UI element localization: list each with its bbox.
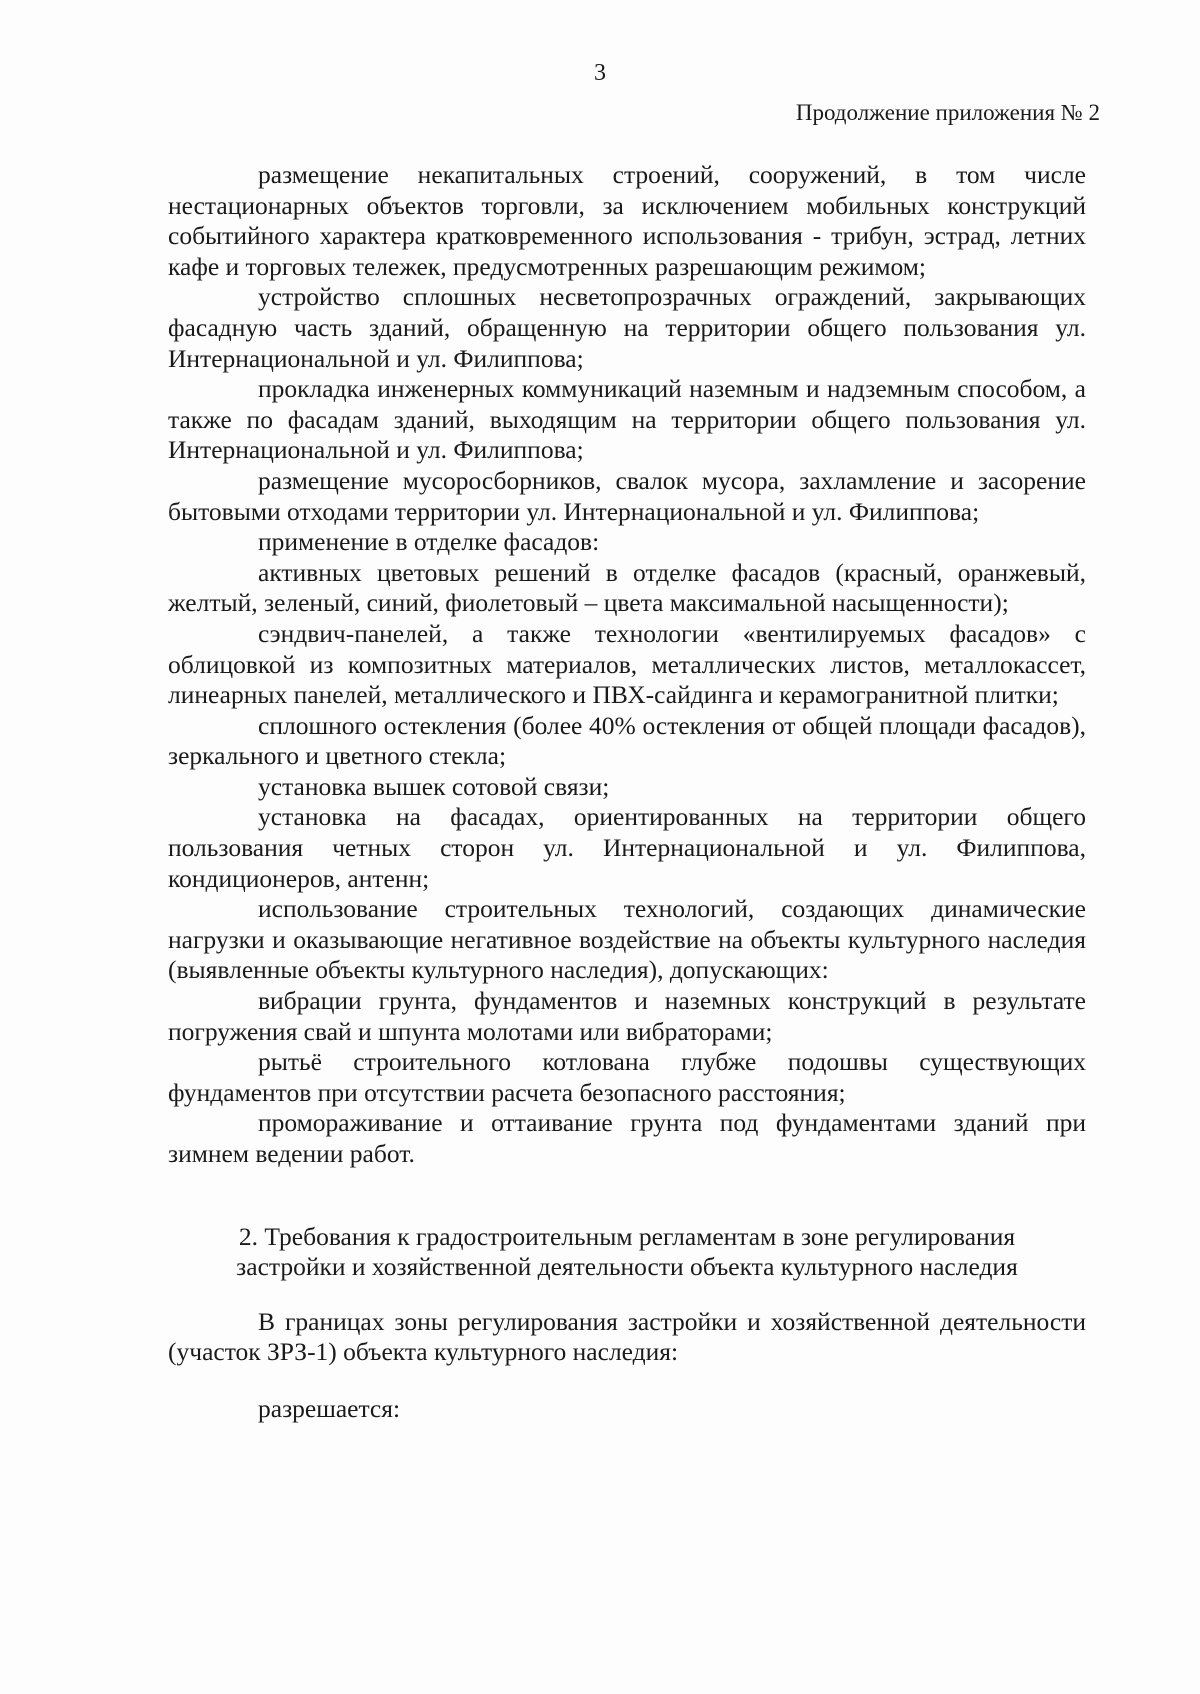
paragraph-6: активных цветовых решений в отделке фасадов (красный, оранжевый, желтый, зеленый, синий, фиолетовый – цвета максимальной насыщенности); bbox=[168, 557, 1086, 618]
paragraph-14: промораживание и оттаивание грунта под фундаментами зданий при зимнем ведении работ. bbox=[168, 1108, 1086, 1168]
allowed-label: разрешается: bbox=[258, 1393, 401, 1423]
continuation-note: Продолжение приложения № 2 bbox=[795, 100, 1100, 125]
paragraph-3: прокладка инженерных коммуникаций наземным и надземным способом, а также по фасадам зданий, выходящим на территории общего пользования ул. Интернациональной и ул. Филиппова; bbox=[168, 374, 1086, 465]
paragraph-7: сэндвич-панелей, а также технологии «вентилируемых фасадов» с облицовкой из композитных материалов, металлических листов, металлокассет, линеарных панелей, металлического и ПВХ-сайдинга и керамогранитной плитки; bbox=[168, 618, 1086, 710]
paragraph-11: использование строительных технологий, создающих динамические нагрузки и оказывающие негативное воздействие на объекты культурного наследия (выявленные объекты культурного наследия), допускающих: bbox=[168, 894, 1086, 985]
paragraph-13: рытьё строительного котлована глубже подошвы существующих фундаментов при отсутствии расчета безопасного расстояния; bbox=[168, 1047, 1086, 1107]
paragraph-8: сплошного остекления (более 40% остекления от общей площади фасадов), зеркального и цветного стекла; bbox=[168, 710, 1086, 771]
paragraph-1: размещение некапитальных строений, сооружений, в том числе нестационарных объектов торговли, за исключением мобильных конструкций событийного характера кратковременного использования - трибун, эстрад, летних кафе и торговых тележек, предусмотренных разрешающим режимом; bbox=[168, 160, 1086, 281]
paragraph-4: размещение мусоросборников, свалок мусора, захламление и засорение бытовыми отходами территории ул. Интернациональной и ул. Филиппова; bbox=[168, 465, 1086, 526]
paragraph-9: установка вышек сотовой связи; bbox=[258, 771, 610, 801]
paragraph-10: установка на фасадах, ориентированных на территории общего пользования четных сторон ул. Интернациональной и ул. Филиппова, кондиционеров, антенн; bbox=[168, 802, 1086, 893]
section-heading: 2. Требования к градостроительным регламентам в зоне регулирования застройки и хозяйственной деятельности объекта культурного наследия bbox=[236, 1221, 1018, 1282]
section-paragraph: В границах зоны регулирования застройки и хозяйственной деятельности (участок ЗРЗ-1) объекта культурного наследия: bbox=[168, 1306, 1086, 1367]
page-number: 3 bbox=[594, 60, 606, 86]
document-body bbox=[168, 160, 1086, 1425]
paragraph-5: применение в отделке фасадов: bbox=[258, 527, 600, 557]
paragraph-2: устройство сплошных несветопрозрачных ограждений, закрывающих фасадную часть зданий, обращенную на территории общего пользования ул. Интернациональной и ул. Филиппова; bbox=[168, 282, 1086, 373]
paragraph-12: вибрации грунта, фундаментов и наземных конструкций в результате погружения свай и шпунта молотами или вибраторами; bbox=[168, 986, 1086, 1046]
